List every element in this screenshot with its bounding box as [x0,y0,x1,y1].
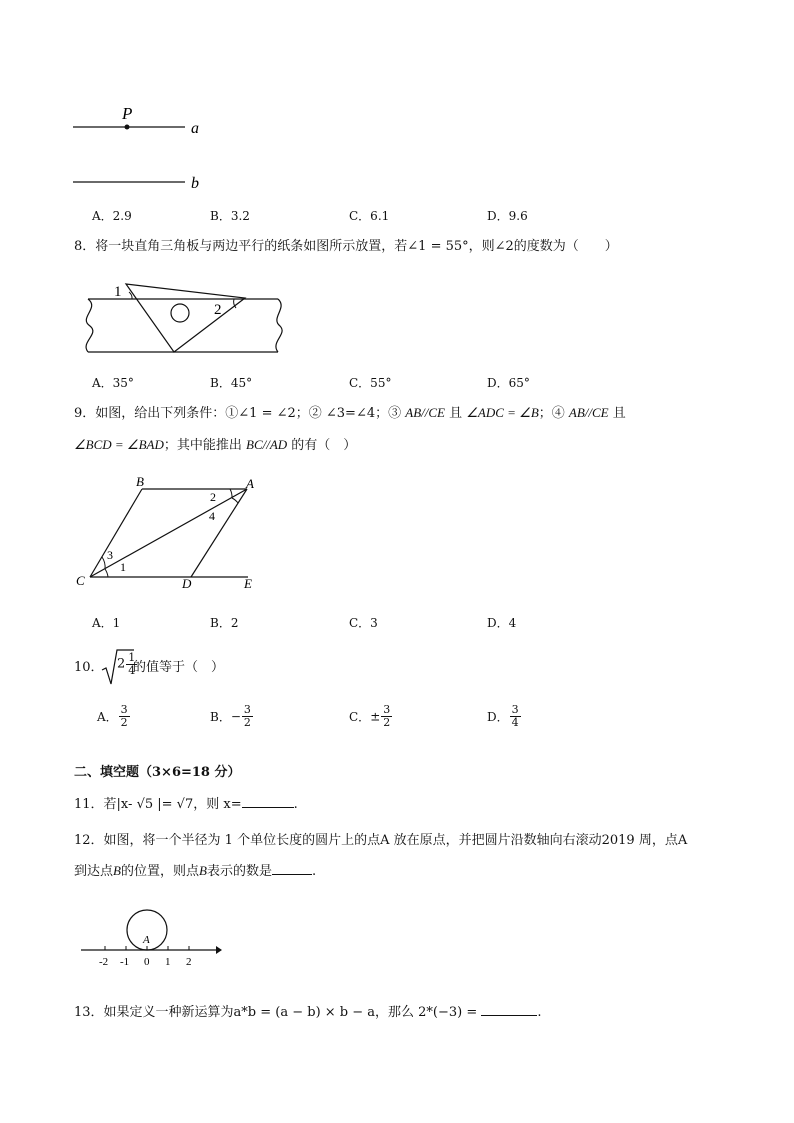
q9-option-b: B．2 [210,616,239,630]
q8-option-b: B．45° [210,376,253,390]
q12-number-line-figure [76,905,226,970]
q10-option-b: B．− $\frac{3}{2}$ [210,703,251,729]
label-p: P [122,104,133,123]
q8-triangle-strip-figure [70,268,300,363]
tick-label-0: 0 [144,956,150,968]
q8-stem: 8．将一块直角三角板与两边平行的纸条如图所示放置，若∠1 = 55°，则∠2的度数为（ ） [74,239,618,254]
q7-option-d: D．9.6 [487,209,528,223]
q11-answer-blank[interactable] [242,795,294,808]
q10-radicand: 2 $\frac{1}{4}$ [117,651,136,677]
vertex-a: A [246,476,254,491]
tick-label-1: 1 [165,956,171,968]
tick-label-2: 2 [186,956,192,968]
angle-label-3: 3 [107,548,113,562]
q7-option-b: B．3.2 [210,209,250,223]
angle-2-arc [230,489,232,498]
disc-label-a: A [143,934,150,946]
q13-stem: 13．如果定义一种新运算为a*b = (a − b) × b − a，那么 2*(−3) = . [74,1005,542,1020]
q8-label-2: 2 [214,302,222,318]
q8-option-d: D．65° [487,376,530,390]
q11-stem: 11．若|x- √5 |= √7，则 x= . [74,797,298,812]
angle-3-arc [102,557,105,569]
q12-stem-line2: 到达点B的位置，则点B表示的数是 . [74,863,317,879]
q8-option-a: A．35° [92,376,134,390]
angle-label-2: 2 [210,490,216,504]
q9-parallelogram-figure [70,472,270,592]
q8-option-c: C．55° [349,376,392,390]
angle-4-arc [232,498,238,503]
point-p [125,125,130,130]
q7-option-c: C．6.1 [349,209,390,223]
q10-option-d: D． $\frac{3}{4}$ [487,703,519,729]
q9-option-d: D．4 [487,616,517,630]
segment-ad [191,489,247,577]
q9-option-c: C．3 [349,616,378,630]
tick-label-neg1: -1 [120,956,130,968]
set-square-hole [171,304,189,322]
angle-1-arc [129,292,132,299]
q13-answer-blank[interactable] [481,1003,537,1016]
section-2-heading: 二、填空题（3×6=18 分） [74,765,241,780]
strip-left-wavy [86,299,93,352]
tick-label-neg2: -2 [99,956,109,968]
q9-stem-line1: 9．如图，给出下列条件：①∠1 = ∠2；② ∠3=∠4；③ AB//CE 且 ∠ADC = ∠B；④ AB//CE 且 [74,405,626,421]
angle-label-1: 1 [120,560,126,574]
q10-suffix: 的值等于（ ） [133,660,225,675]
q10-prefix: 10． [74,660,104,675]
strip-right-wavy [276,299,282,352]
vertex-e: E [244,576,252,591]
q10-option-a: A． $\frac{3}{2}$ [97,703,128,729]
parallel-lines-figure [60,100,220,195]
q9-option-a: A．1 [92,616,121,630]
segment-ac [90,489,247,577]
vertex-c: C [76,573,85,588]
label-a: a [191,120,199,137]
vertex-b: B [136,474,144,489]
label-b: b [191,175,199,192]
q7-option-a: A．2.9 [92,209,132,223]
angle-1-arc [105,569,108,577]
vertex-d: D [182,576,192,591]
number-line-arrow [216,946,222,954]
q12-answer-blank[interactable] [272,862,312,875]
set-square [126,284,245,352]
q8-label-1: 1 [114,284,122,300]
q12-stem-line1: 12．如图，将一个半径为 1 个单位长度的圆片上的点A 放在原点，并把圆片沿数轴向右滚动2019 周，点A [74,833,688,848]
q10-option-c: C．± $\frac{3}{2}$ [349,703,391,729]
q9-stem-line2: ∠BCD = ∠BAD；其中能推出 BC//AD 的有（ ） [74,437,357,453]
segment-bc [90,489,142,577]
angle-label-4: 4 [209,509,215,523]
